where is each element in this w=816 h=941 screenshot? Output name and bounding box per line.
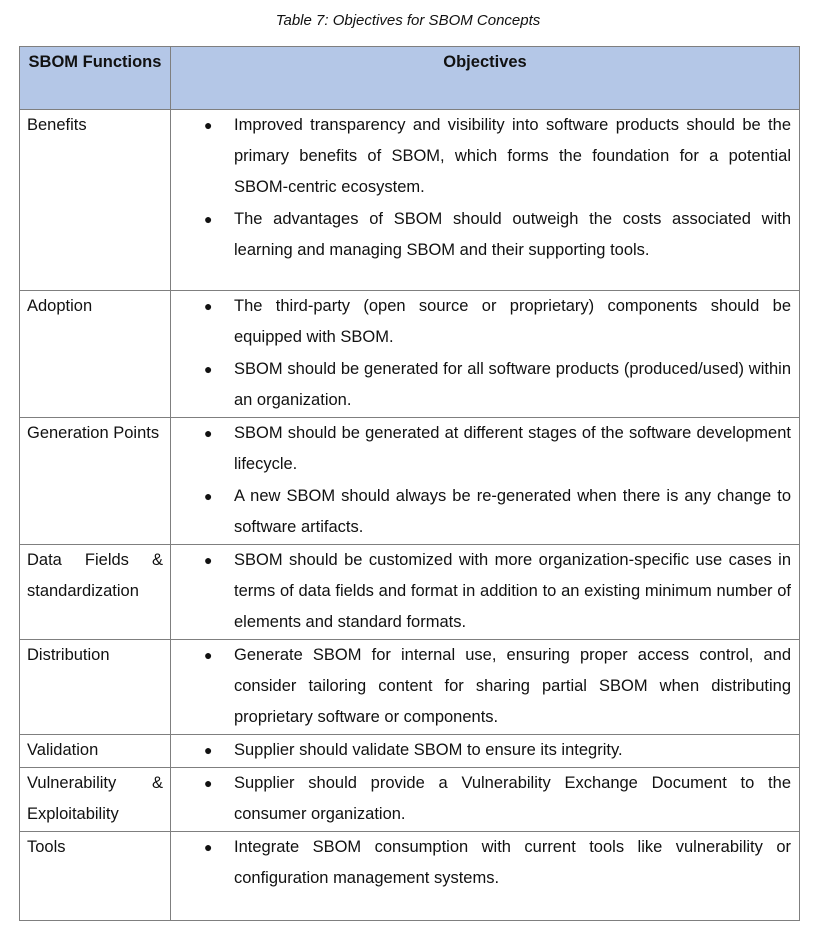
function-cell: Tools: [20, 832, 171, 921]
bullet-icon: ●: [204, 425, 213, 441]
bullet-icon: ●: [204, 488, 213, 504]
table-row: [20, 545, 800, 640]
objectives-cell: [171, 735, 800, 768]
objectives-cell: [171, 418, 800, 545]
table-row: [20, 110, 800, 291]
function-cell: Benefits: [20, 110, 171, 291]
bullet-icon: ●: [204, 775, 213, 791]
objective-text: SBOM should be customized with more organization-specific use cases in terms of data fields and format in addition to an existing minimum number of elements and standard formats.: [234, 551, 791, 631]
list-item: [171, 832, 791, 894]
table-header-row: [20, 47, 800, 110]
objectives-cell: [171, 545, 800, 640]
list-item: [171, 418, 791, 480]
objective-text: A new SBOM should always be re-generated when there is any change to software artifacts.: [234, 487, 791, 536]
objective-text: Integrate SBOM consumption with current tools like vulnerability or configuration management systems.: [234, 838, 791, 887]
function-cell: Vulnerability & Exploitability: [20, 768, 171, 832]
sbom-objectives-table: [19, 46, 800, 921]
bullet-icon: ●: [204, 361, 213, 377]
objective-text: SBOM should be generated for all software products (produced/used) within an organization.: [234, 360, 791, 409]
table-row: [20, 418, 800, 545]
header-objectives-label: Objectives: [443, 53, 527, 71]
header-functions-label: SBOM Functions: [28, 53, 162, 71]
table-row: [20, 735, 800, 768]
bullet-icon: ●: [204, 839, 213, 855]
objectives-cell: [171, 768, 800, 832]
objectives-cell: [171, 640, 800, 735]
list-item: [171, 640, 791, 733]
objective-text: Supplier should validate SBOM to ensure its integrity.: [234, 741, 623, 759]
table-row: [20, 291, 800, 418]
list-item: [171, 204, 791, 266]
bullet-icon: ●: [204, 211, 213, 227]
objective-text: The advantages of SBOM should outweigh the costs associated with learning and managing SBOM and their supporting tools.: [234, 210, 791, 259]
list-item: [171, 545, 791, 638]
bullet-icon: ●: [204, 552, 213, 568]
header-objectives: [171, 47, 800, 110]
bullet-icon: ●: [204, 647, 213, 663]
objectives-cell: [171, 110, 800, 291]
table-row: [20, 832, 800, 921]
function-cell: Adoption: [20, 291, 171, 418]
objective-text: SBOM should be generated at different stages of the software development lifecycle.: [234, 424, 791, 473]
objectives-cell: [171, 291, 800, 418]
list-item: [171, 481, 791, 543]
objective-text: Improved transparency and visibility into software products should be the primary benefits of SBOM, which forms the foundation for a potential SBOM-centric ecosystem.: [234, 116, 791, 196]
objective-text: Generate SBOM for internal use, ensuring proper access control, and consider tailoring content for sharing partial SBOM when distributing proprietary software or components.: [234, 646, 791, 726]
function-cell: Validation: [20, 735, 171, 768]
function-cell: Data Fields & standardization: [20, 545, 171, 640]
bullet-icon: ●: [204, 298, 213, 314]
table-row: [20, 768, 800, 832]
table-row: [20, 640, 800, 735]
function-cell: Generation Points: [20, 418, 171, 545]
header-functions: [20, 47, 171, 110]
list-item: [171, 768, 791, 830]
list-item: [171, 735, 791, 766]
list-item: [171, 110, 791, 203]
bullet-icon: ●: [204, 117, 213, 133]
list-item: [171, 291, 791, 353]
objective-text: Supplier should provide a Vulnerability Exchange Document to the consumer organization.: [234, 774, 791, 823]
table-caption: Table 7: Objectives for SBOM Concepts: [275, 12, 541, 29]
bullet-icon: ●: [204, 742, 213, 758]
objectives-cell: [171, 832, 800, 921]
list-item: [171, 354, 791, 416]
objective-text: The third-party (open source or proprietary) components should be equipped with SBOM.: [234, 297, 791, 346]
function-cell: Distribution: [20, 640, 171, 735]
